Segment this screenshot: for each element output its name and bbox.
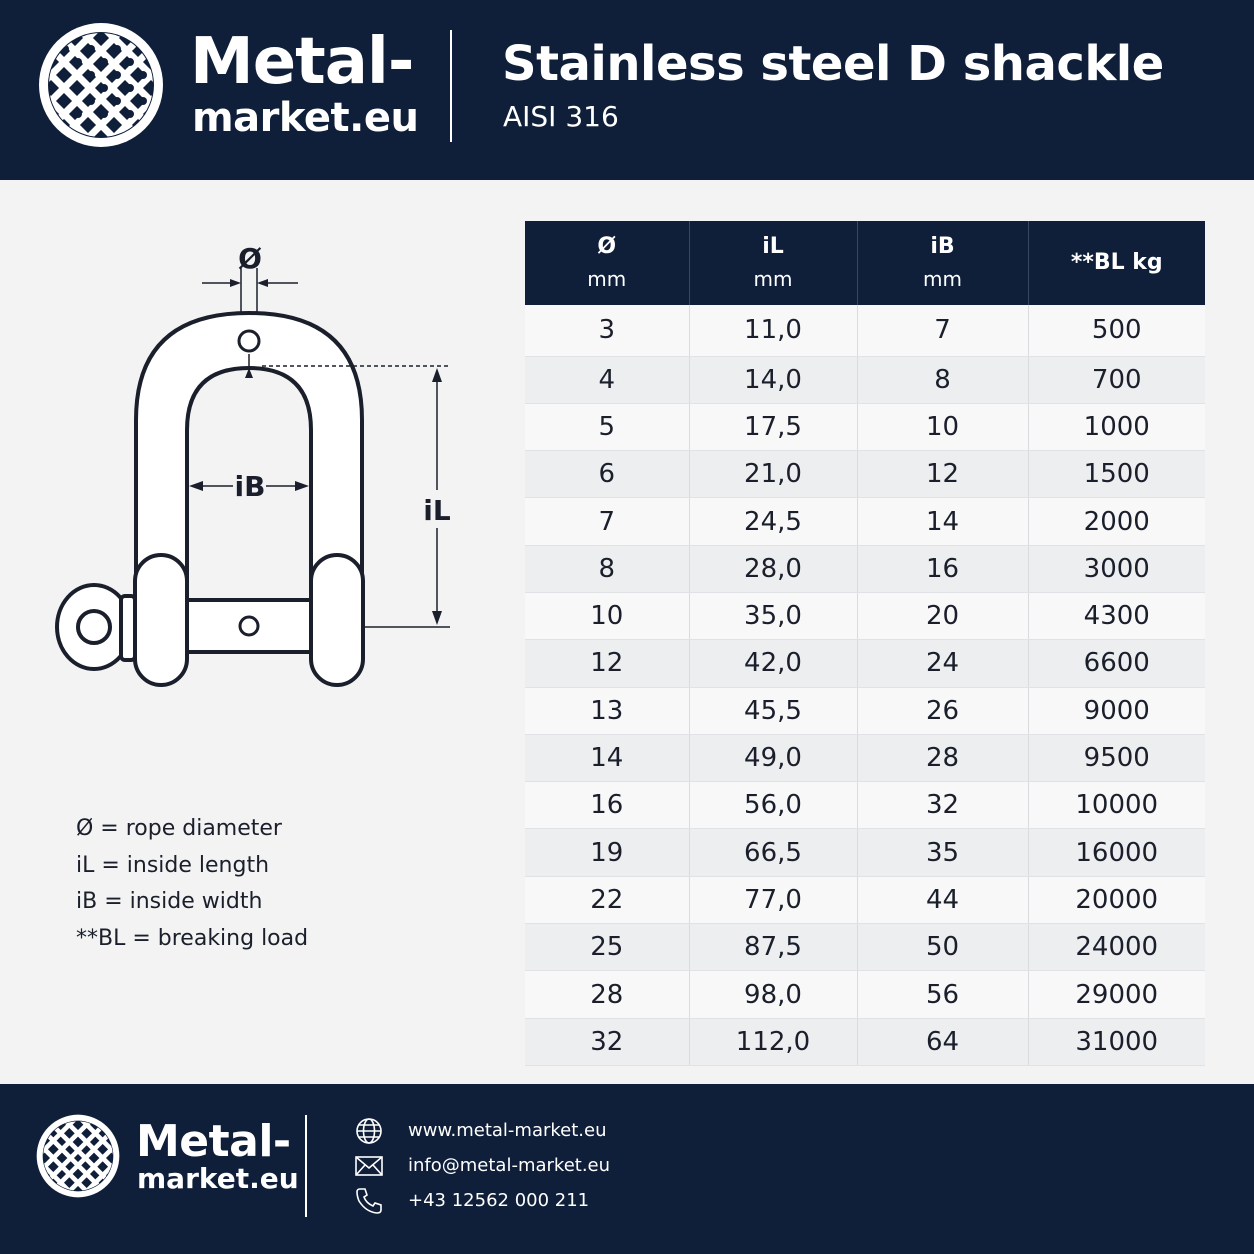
table-cell: 14,0 bbox=[689, 356, 857, 403]
table-cell: 10 bbox=[525, 592, 689, 639]
website-link[interactable]: www.metal-market.eu bbox=[408, 1120, 607, 1141]
table-cell: 56,0 bbox=[689, 782, 857, 829]
inside-width-label: iB bbox=[234, 470, 266, 503]
table-cell: 32 bbox=[857, 782, 1028, 829]
table-cell: 8 bbox=[525, 545, 689, 592]
column-header bbox=[689, 221, 857, 305]
table-cell: 87,5 bbox=[689, 924, 857, 971]
spec-table bbox=[525, 221, 1205, 1066]
table-row bbox=[525, 734, 1205, 781]
contact-website[interactable] bbox=[354, 1116, 607, 1146]
table-cell: 500 bbox=[1028, 305, 1205, 356]
footer-logo-icon bbox=[36, 1114, 120, 1198]
table-cell: 13 bbox=[525, 687, 689, 734]
column-header-label: iL bbox=[762, 234, 784, 259]
table-cell: 8 bbox=[857, 356, 1028, 403]
inside-length-label: iL bbox=[423, 494, 451, 527]
table-cell: 56 bbox=[857, 971, 1028, 1018]
column-header-unit: mm bbox=[753, 267, 793, 291]
table-row bbox=[525, 971, 1205, 1018]
brand-name-line1: Metal- bbox=[190, 25, 414, 99]
table-cell: 31000 bbox=[1028, 1018, 1205, 1065]
footer-brand-line2: market.eu bbox=[137, 1162, 299, 1195]
table-cell: 77,0 bbox=[689, 876, 857, 923]
table-row bbox=[525, 876, 1205, 923]
email-link[interactable]: info@metal-market.eu bbox=[408, 1155, 611, 1176]
table-row bbox=[525, 1018, 1205, 1065]
table-cell: 10 bbox=[857, 403, 1028, 450]
globe-icon bbox=[354, 1116, 384, 1146]
table-cell: 7 bbox=[857, 305, 1028, 356]
table-cell: 10000 bbox=[1028, 782, 1205, 829]
legend-item: Ø = rope diameter bbox=[76, 816, 282, 841]
column-header bbox=[525, 221, 689, 305]
table-cell: 17,5 bbox=[689, 403, 857, 450]
column-header bbox=[857, 221, 1028, 305]
table-row bbox=[525, 545, 1205, 592]
legend bbox=[76, 815, 308, 961]
table-cell: 28,0 bbox=[689, 545, 857, 592]
table-body bbox=[525, 305, 1205, 1065]
table-cell: 2000 bbox=[1028, 498, 1205, 545]
page-subtitle: AISI 316 bbox=[503, 100, 619, 133]
column-header-label: iB bbox=[930, 234, 955, 259]
shackle-right-ear bbox=[311, 555, 363, 685]
table-cell: 28 bbox=[525, 971, 689, 1018]
table-cell: 21,0 bbox=[689, 451, 857, 498]
shackle-diagram bbox=[40, 230, 480, 710]
column-header-label: Ø bbox=[597, 234, 617, 259]
table-row bbox=[525, 498, 1205, 545]
table-row bbox=[525, 640, 1205, 687]
column-header-unit: mm bbox=[587, 267, 627, 291]
table-cell: 14 bbox=[525, 734, 689, 781]
table-cell: 4300 bbox=[1028, 592, 1205, 639]
table-cell: 64 bbox=[857, 1018, 1028, 1065]
page-title: Stainless steel D shackle bbox=[502, 36, 1164, 92]
table-cell: 29000 bbox=[1028, 971, 1205, 1018]
table-cell: 26 bbox=[857, 687, 1028, 734]
table-cell: 24000 bbox=[1028, 924, 1205, 971]
table-cell: 16000 bbox=[1028, 829, 1205, 876]
table-cell: 24,5 bbox=[689, 498, 857, 545]
table-cell: 44 bbox=[857, 876, 1028, 923]
table-cell: 700 bbox=[1028, 356, 1205, 403]
legend-item: iB = inside width bbox=[76, 889, 263, 914]
brand-logo-icon bbox=[38, 22, 164, 148]
table-cell: 98,0 bbox=[689, 971, 857, 1018]
table-cell: 6 bbox=[525, 451, 689, 498]
phone-icon bbox=[354, 1186, 384, 1216]
table-row bbox=[525, 305, 1205, 356]
table-row bbox=[525, 924, 1205, 971]
table-cell: 9000 bbox=[1028, 687, 1205, 734]
column-header bbox=[1028, 221, 1205, 305]
table-cell: 16 bbox=[857, 545, 1028, 592]
table-row bbox=[525, 403, 1205, 450]
table-cell: 11,0 bbox=[689, 305, 857, 356]
footer-brand-line1: Metal- bbox=[136, 1116, 291, 1167]
table-cell: 35,0 bbox=[689, 592, 857, 639]
table-cell: 5 bbox=[525, 403, 689, 450]
header-divider bbox=[450, 30, 452, 142]
table-cell: 3000 bbox=[1028, 545, 1205, 592]
brand-name-line2: market.eu bbox=[192, 95, 419, 141]
envelope-icon bbox=[354, 1151, 384, 1181]
table-row bbox=[525, 451, 1205, 498]
legend-item: **BL = breaking load bbox=[76, 925, 309, 951]
table-cell: 12 bbox=[857, 451, 1028, 498]
table-cell: 28 bbox=[857, 734, 1028, 781]
table-cell: 42,0 bbox=[689, 640, 857, 687]
table-cell: 16 bbox=[525, 782, 689, 829]
table-row bbox=[525, 356, 1205, 403]
phone-number[interactable]: +43 12562 000 211 bbox=[408, 1190, 590, 1211]
table-cell: 50 bbox=[857, 924, 1028, 971]
footer-divider bbox=[305, 1115, 307, 1217]
shackle-left-ear bbox=[135, 555, 187, 685]
column-header-label: **BL kg bbox=[1070, 250, 1163, 275]
table-cell: 3 bbox=[525, 305, 689, 356]
table-cell: 20 bbox=[857, 592, 1028, 639]
table-cell: 14 bbox=[857, 498, 1028, 545]
table-cell: 49,0 bbox=[689, 734, 857, 781]
column-header-unit: mm bbox=[923, 267, 962, 291]
contact-phone[interactable] bbox=[354, 1186, 590, 1216]
table-cell: 6600 bbox=[1028, 640, 1205, 687]
table-cell: 66,5 bbox=[689, 829, 857, 876]
table-cell: 112,0 bbox=[689, 1018, 857, 1065]
table-cell: 19 bbox=[525, 829, 689, 876]
table-cell: 20000 bbox=[1028, 876, 1205, 923]
table-cell: 1500 bbox=[1028, 451, 1205, 498]
header-bar bbox=[0, 0, 1254, 180]
table-row bbox=[525, 592, 1205, 639]
table-cell: 9500 bbox=[1028, 734, 1205, 781]
table-cell: 4 bbox=[525, 356, 689, 403]
table-cell: 24 bbox=[857, 640, 1028, 687]
table-row bbox=[525, 782, 1205, 829]
diameter-label: Ø bbox=[238, 242, 262, 275]
table-cell: 1000 bbox=[1028, 403, 1205, 450]
contact-email[interactable] bbox=[354, 1151, 611, 1181]
table-row bbox=[525, 829, 1205, 876]
table-header-row bbox=[525, 221, 1205, 305]
legend-item: iL = inside length bbox=[76, 852, 270, 878]
table-cell: 32 bbox=[525, 1018, 689, 1065]
table-cell: 12 bbox=[525, 640, 689, 687]
table-cell: 35 bbox=[857, 829, 1028, 876]
table-row bbox=[525, 687, 1205, 734]
table-cell: 7 bbox=[525, 498, 689, 545]
table-cell: 45,5 bbox=[689, 687, 857, 734]
table-cell: 22 bbox=[525, 876, 689, 923]
table-cell: 25 bbox=[525, 924, 689, 971]
